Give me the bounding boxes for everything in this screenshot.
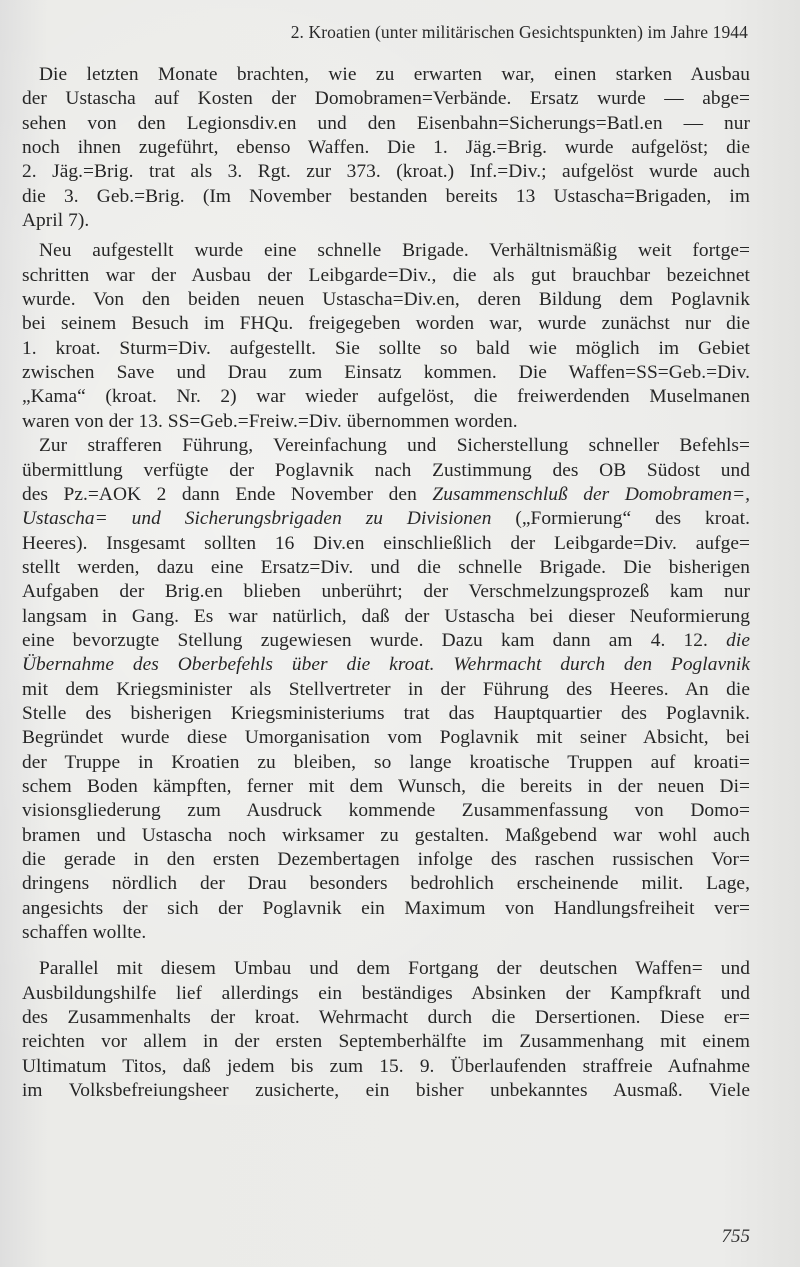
text-line: Ultimatum Titos, daß jedem bis zum 15. 9. Überlaufenden straffreie Aufnahme [22,1055,750,1077]
text-line: 1. kroat. Sturm=Div. aufgestellt. Sie sollte so bald wie möglich im Gebiet [22,337,750,359]
body-text [22,63,750,1103]
text-line: Heeres). Insgesamt sollten 16 Div.en einschließlich der Leibgarde=Div. aufge= [22,532,750,554]
text-line [22,483,750,507]
italic-emphasis: Ustascha= und Sicherungsbrigaden zu Divisionen [22,508,492,530]
text-line: noch ihnen zugeführt, ebenso Waffen. Die 1. Jäg.=Brig. wurde aufgelöst; die [22,137,750,159]
text-line: schem Boden kämpften, ferner mit dem Wunsch, die bereits in der neuen Di= [22,775,750,797]
text-line: Parallel mit diesem Umbau und dem Fortgang der deutschen Waffen= und [39,958,750,980]
paragraph-3 [22,434,750,945]
text-line: visionsgliederung zum Ausdruck kommende Zusammenfassung von Domo= [22,800,750,822]
text-line: waren von der 13. SS=Geb.=Freiw.=Div. übernommen worden. [22,410,518,432]
text-line: zwischen Save und Drau zum Einsatz kommen. Die Waffen=SS=Geb.=Div. [22,362,750,384]
text-line: Stelle des bisherigen Kriegsministeriums trat das Hauptquartier des Poglavnik. [22,702,750,724]
text-line: bramen und Ustascha noch wirksamer zu gestalten. Maßgebend war wohl auch [22,824,750,846]
italic-emphasis: die [726,629,750,651]
text-line: bei seinem Besuch im FHQu. freigegeben worden war, wurde zunächst nur die [22,313,750,335]
text-line: der Ustascha auf Kosten der Domobramen=Verbände. Ersatz wurde — abge= [22,88,750,110]
text-line: 2. Jäg.=Brig. trat als 3. Rgt. zur 373. (kroat.) Inf.=Div.; aufgelöst wurde auch [22,161,750,183]
text-line: Aufgaben der Brig.en blieben unberührt; der Verschmelzungsprozeß kam nur [22,581,750,603]
italic-emphasis: Zusammenschluß der Domobramen=, [432,483,750,505]
page-number: 755 [721,1226,750,1247]
text-line: langsam in Gang. Es war natürlich, daß der Ustascha bei dieser Neuformierung [22,605,750,627]
italic-emphasis: Übernahme des Oberbefehls über die kroat. Wehrmacht durch den Poglavnik [22,654,750,676]
text-line: mit dem Kriegsminister als Stellvertreter in der Führung des Heeres. An die [22,678,750,700]
text-line: übermittlung verfügte der Poglavnik nach Zustimmung des OB Südost und [22,459,750,481]
text-line: dringens nördlich der Drau besonders bedrohlich erscheinende milit. Lage, [22,873,750,895]
text-line: Ausbildungshilfe lief allerdings ein beständiges Absinken der Kampfkraft und [22,982,750,1004]
text-line: Zur strafferen Führung, Vereinfachung und Sicherstellung schneller Befehls= [39,435,750,457]
text-line: sehen von den Legionsdiv.en und den Eisenbahn=Sicherungs=Batl.en — nur [22,112,750,134]
text-line: die 3. Geb.=Brig. (Im November bestanden bereits 13 Ustascha=Brigaden, im [22,185,750,207]
text-fragment: („Formierung“ des kroat. [515,508,750,530]
text-line: im Volksbefreiungsheer zusicherte, ein bisher unbekanntes Ausmaß. Viele [22,1080,750,1102]
paragraph-1 [22,63,750,233]
running-head: 2. Kroatien (unter militärischen Gesichtspunkten) im Jahre 1944 [290,22,748,42]
text-line [22,653,750,677]
text-line: schaffen wollte. [22,922,147,944]
text-fragment: des Pz.=AOK 2 dann Ende November den [22,483,417,505]
paragraph-4 [22,957,750,1103]
paragraph-2 [22,239,750,434]
text-line [22,507,750,531]
text-line [22,629,750,653]
text-line: der Truppe in Kroatien zu bleiben, so lange kroatische Truppen auf kroati= [22,751,750,773]
text-line: die gerade in den ersten Dezembertagen infolge des raschen russischen Vor= [22,849,750,870]
text-line: schritten war der Ausbau der Leibgarde=Div., die als gut brauchbar bezeichnet [22,264,750,286]
text-line: stellt werden, dazu eine Ersatz=Div. und die schnelle Brigade. Die bisherigen [22,556,750,578]
text-line: Die letzten Monate brachten, wie zu erwarten war, einen starken Ausbau [39,64,750,85]
text-line: wurde. Von den beiden neuen Ustascha=Div.en, deren Bildung dem Poglavnik [22,289,750,311]
text-line: Neu aufgestellt wurde eine schnelle Brigade. Verhältnismäßig weit fortge= [39,240,750,262]
text-fragment: eine bevorzugte Stellung zugewiesen wurde. Dazu kam dann am 4. 12. [22,629,708,651]
text-line: April 7). [22,210,90,232]
text-line: angesichts der sich der Poglavnik ein Maximum von Handlungsfreiheit ver= [22,897,750,919]
text-line: Begründet wurde diese Umorganisation vom Poglavnik mit seiner Absicht, bei [22,727,750,749]
text-line: „Kama“ (kroat. Nr. 2) war wieder aufgelöst, die freiwerdenden Muselmanen [22,386,750,408]
text-line: des Zusammenhalts der kroat. Wehrmacht durch die Dersertionen. Diese er= [22,1007,750,1029]
text-line: reichten vor allem in der ersten Septemberhälfte im Zusammenhang mit einem [22,1031,750,1053]
